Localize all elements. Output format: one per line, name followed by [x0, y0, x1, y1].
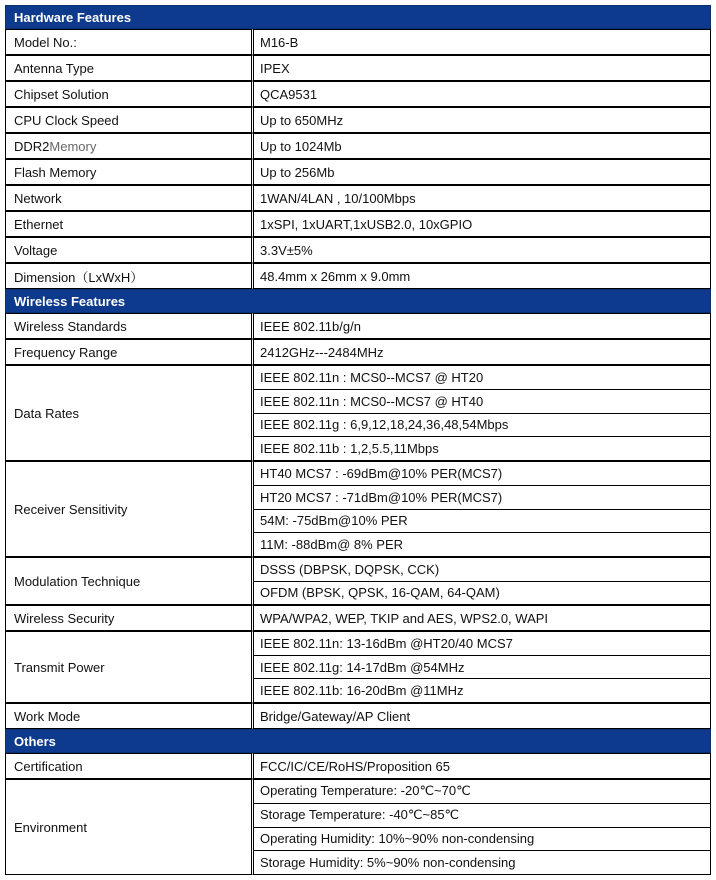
spec-values — [251, 81, 711, 107]
spec-values — [251, 703, 711, 729]
spec-label: Data Rates — [5, 365, 251, 461]
spec-label: Environment — [5, 779, 251, 875]
spec-label: Modulation Technique — [5, 557, 251, 605]
spec-row — [5, 313, 711, 339]
spec-value: IEEE 802.11g: 14-17dBm @54MHz — [254, 655, 710, 679]
spec-row — [5, 557, 711, 605]
spec-value: 11M: -88dBm@ 8% PER — [254, 532, 710, 556]
spec-values — [251, 365, 711, 461]
spec-row — [5, 211, 711, 237]
spec-value: IEEE 802.11b : 1,2,5.5,11Mbps — [254, 436, 710, 460]
spec-row — [5, 185, 711, 211]
spec-values — [251, 557, 711, 605]
spec-row — [5, 365, 711, 461]
spec-value: 1WAN/4LAN , 10/100Mbps — [260, 190, 416, 206]
spec-row — [5, 461, 711, 557]
spec-label: Flash Memory — [5, 159, 251, 185]
spec-row — [5, 55, 711, 81]
spec-values — [251, 159, 711, 185]
spec-values — [251, 631, 711, 703]
spec-value: M16-B — [260, 34, 299, 50]
spec-row — [5, 107, 711, 133]
spec-values — [251, 605, 711, 631]
spec-label: Wireless Security — [5, 605, 251, 631]
spec-values — [251, 55, 711, 81]
spec-value: IEEE 802.11n: 13-16dBm @HT20/40 MCS7 — [260, 635, 513, 651]
spec-label: Dimension（LxWxH） — [5, 263, 251, 289]
spec-value: 48.4mm x 26mm x 9.0mm — [260, 268, 411, 284]
spec-values — [251, 29, 711, 55]
spec-value: FCC/IC/CE/RoHS/Proposition 65 — [260, 758, 451, 774]
spec-values — [251, 753, 711, 779]
spec-value: HT40 MCS7 : -69dBm@10% PER(MCS7) — [260, 465, 503, 481]
spec-row — [5, 29, 711, 55]
spec-label: Receiver Sensitivity — [5, 461, 251, 557]
spec-row — [5, 753, 711, 779]
spec-value: WPA/WPA2, WEP, TKIP and AES, WPS2.0, WAPI — [260, 610, 549, 626]
spec-values — [251, 185, 711, 211]
spec-values — [251, 263, 711, 289]
spec-label: Certification — [5, 753, 251, 779]
spec-label: Network — [5, 185, 251, 211]
spec-row — [5, 133, 711, 159]
spec-values — [251, 313, 711, 339]
spec-values — [251, 779, 711, 875]
spec-value: 1xSPI, 1xUART,1xUSB2.0, 10xGPIO — [260, 216, 473, 232]
spec-value: IEEE 802.11n : MCS0--MCS7 @ HT40 — [254, 389, 710, 413]
spec-label: Wireless Standards — [5, 313, 251, 339]
spec-value: DSSS (DBPSK, DQPSK, CCK) — [260, 561, 440, 577]
spec-row — [5, 631, 711, 703]
spec-row — [5, 159, 711, 185]
spec-label: Ethernet — [5, 211, 251, 237]
spec-value: IPEX — [260, 60, 290, 76]
spec-label: Antenna Type — [5, 55, 251, 81]
spec-value: 54M: -75dBm@10% PER — [254, 509, 710, 533]
spec-label: Voltage — [5, 237, 251, 263]
spec-value: Operating Temperature: -20℃~70℃ — [260, 783, 471, 799]
spec-row — [5, 263, 711, 289]
spec-value: Bridge/Gateway/AP Client — [260, 708, 411, 724]
section-header: Hardware Features — [5, 5, 711, 29]
spec-values — [251, 339, 711, 365]
spec-value: Up to 650MHz — [260, 112, 344, 128]
spec-value: IEEE 802.11b: 16-20dBm @11MHz — [254, 678, 710, 702]
spec-values — [251, 237, 711, 263]
spec-row — [5, 339, 711, 365]
spec-value: Up to 256Mb — [260, 164, 335, 180]
spec-label: Frequency Range — [5, 339, 251, 365]
spec-values — [251, 107, 711, 133]
spec-value: HT20 MCS7 : -71dBm@10% PER(MCS7) — [254, 485, 710, 509]
spec-value: Storage Humidity: 5%~90% non-condensing — [254, 850, 710, 874]
spec-label: DDR2 Memory — [5, 133, 251, 159]
section-header: Wireless Features — [5, 289, 711, 313]
spec-label: Model No.: — [5, 29, 251, 55]
spec-value: 2412GHz---2484MHz — [260, 344, 384, 360]
spec-label: Work Mode — [5, 703, 251, 729]
spec-value: 3.3V±5% — [260, 242, 313, 258]
spec-row — [5, 81, 711, 107]
spec-values — [251, 211, 711, 237]
spec-value: Storage Temperature: -40℃~85℃ — [254, 803, 710, 827]
section-header: Others — [5, 729, 711, 753]
spec-label: Chipset Solution — [5, 81, 251, 107]
spec-value: IEEE 802.11g : 6,9,12,18,24,36,48,54Mbps — [254, 413, 710, 437]
spec-row — [5, 605, 711, 631]
spec-row — [5, 779, 711, 875]
spec-label: Transmit Power — [5, 631, 251, 703]
spec-value: Up to 1024Mb — [260, 138, 342, 154]
spec-values — [251, 133, 711, 159]
spec-value: OFDM (BPSK, QPSK, 16-QAM, 64-QAM) — [254, 581, 710, 605]
spec-value: IEEE 802.11n : MCS0--MCS7 @ HT20 — [260, 369, 484, 385]
spec-label: CPU Clock Speed — [5, 107, 251, 133]
spec-values — [251, 461, 711, 557]
spec-value: QCA9531 — [260, 86, 318, 102]
spec-value: Operating Humidity: 10%~90% non-condensing — [254, 827, 710, 851]
spec-row — [5, 237, 711, 263]
spec-value: IEEE 802.11b/g/n — [260, 318, 361, 334]
spec-row — [5, 703, 711, 729]
